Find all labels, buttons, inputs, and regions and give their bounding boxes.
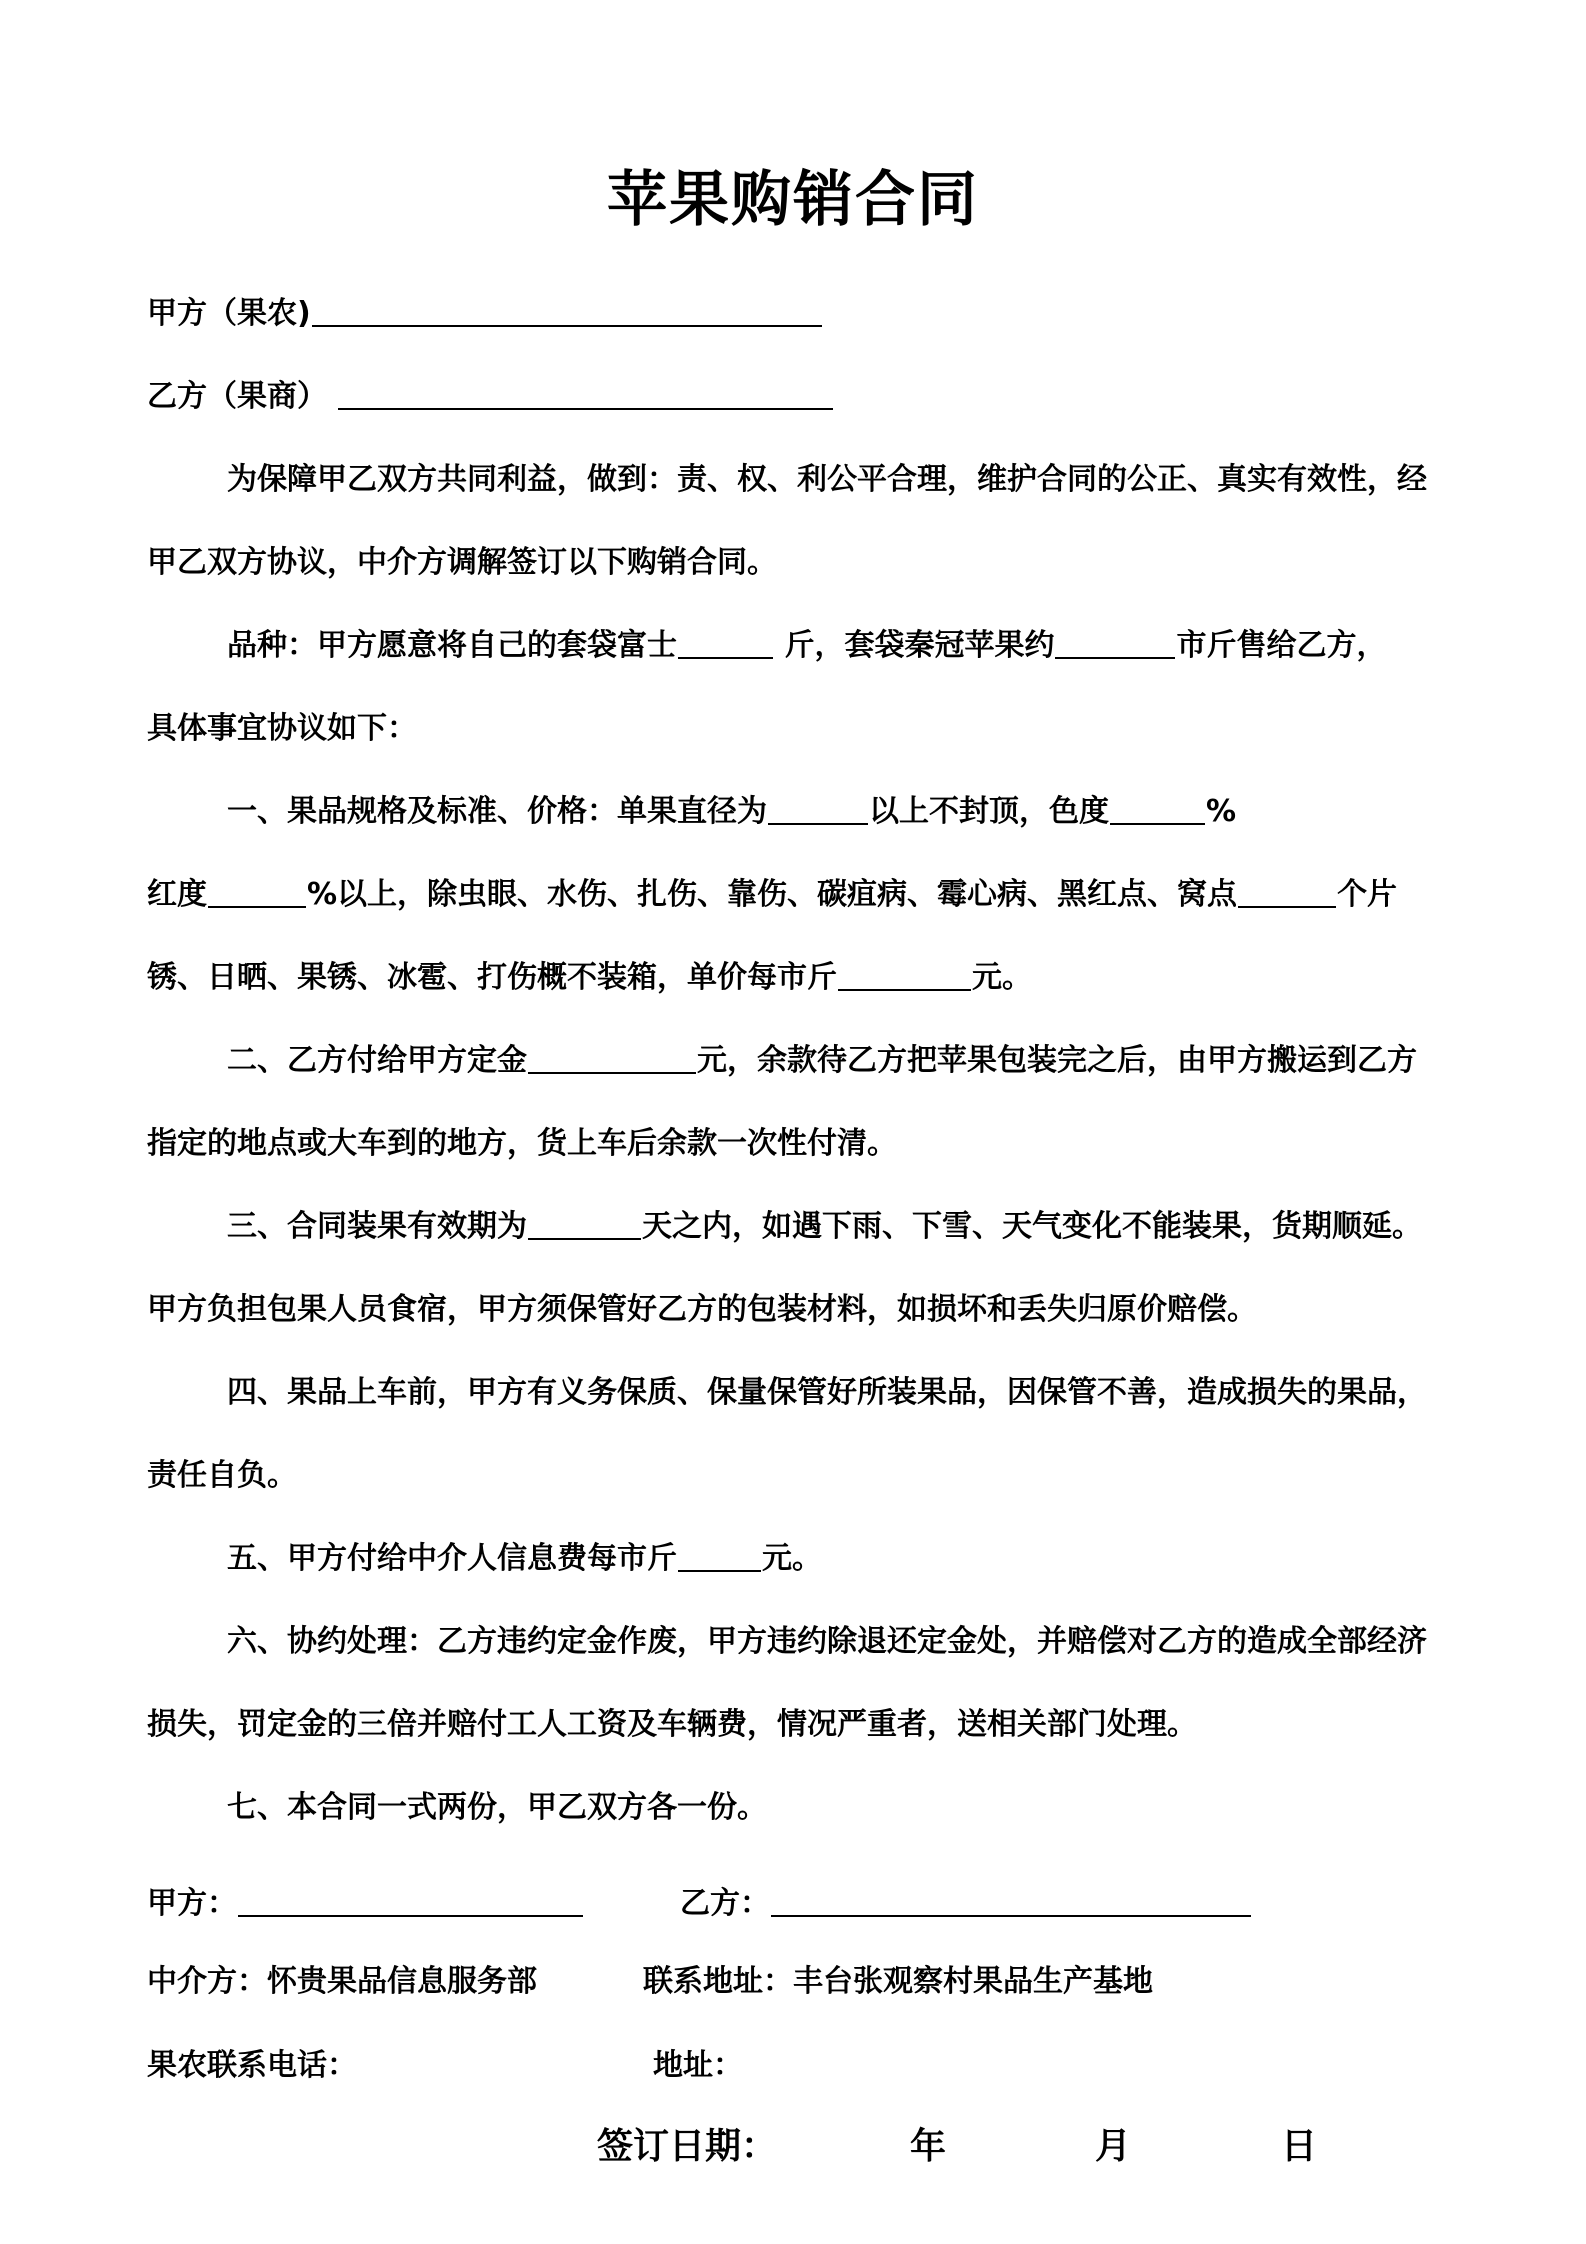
clause-6-line-2: 损失，罚定金的三倍并赔付工人工资及车辆费，情况严重者，送相关部门处理。 (147, 1707, 1197, 1742)
party-a-line (147, 292, 1447, 336)
validity-days-blank[interactable] (528, 1208, 641, 1240)
clause-1-text-yuan: 元。 (972, 960, 1032, 995)
clause-2-text-balance: 元，余款待乙方把苹果包装完之后，由甲方搬运到乙方 (697, 1043, 1417, 1078)
party-b-name-blank[interactable] (338, 378, 833, 410)
sign-date-year: 年 (910, 2126, 947, 2167)
clause-5-text-fee: 五、甲方付给中介人信息费每市斤 (227, 1541, 677, 1576)
signature-party-b (680, 1882, 1380, 1926)
unit-price-blank[interactable] (838, 959, 971, 991)
fuji-quantity-blank[interactable] (678, 627, 773, 659)
clause-3-text-validity: 三、合同装果有效期为 (227, 1209, 527, 1244)
clause-2-line-1 (227, 1039, 1527, 1083)
info-fee-blank[interactable] (678, 1540, 761, 1572)
clause-3-line-1 (227, 1205, 1527, 1249)
preamble-line-1: 为保障甲乙双方共同利益，做到：责、权、利公平合理，维护合同的公正、真实有效性，经 (227, 462, 1427, 497)
clause-1-line-1 (227, 790, 1527, 834)
color-degree-blank[interactable] (1110, 793, 1205, 825)
deposit-amount-blank[interactable] (528, 1042, 696, 1074)
party-b-label: 乙方（果商） (147, 379, 327, 414)
clause-1-text-red: 红度 (147, 877, 207, 912)
clause-7-line: 七、本合同一式两份，甲乙双方各一份。 (227, 1790, 767, 1825)
clause-3-text-delay: 天之内，如遇下雨、下雪、天气变化不能装果，货期顺延。 (642, 1209, 1422, 1244)
clause-2-line-2: 指定的地点或大车到的地方，货上车后余款一次性付清。 (147, 1126, 897, 1161)
document-title: 苹果购销合同 (607, 165, 979, 235)
variety-line-1 (227, 624, 1527, 668)
clause-2-text-deposit: 二、乙方付给甲方定金 (227, 1043, 527, 1078)
sign-date-label: 签订日期： (597, 2126, 778, 2167)
variety-text-sell: 市斤售给乙方， (1176, 628, 1387, 663)
qinguan-quantity-blank[interactable] (1055, 627, 1175, 659)
clause-1-text-defects: %以上，除虫眼、水伤、扎伤、靠伤、碳疽病、霉心病、黑红点、窝点 (307, 877, 1238, 912)
spots-count-blank[interactable] (1238, 876, 1336, 908)
clause-1-percent: % (1206, 794, 1237, 829)
intermediary: 中介方：怀贵果品信息服务部 (147, 1964, 537, 1999)
clause-1-text-price: 锈、日晒、果锈、冰雹、打伤概不装箱，单价每市斤 (147, 960, 837, 995)
clause-3-line-2: 甲方负担包果人员食宿，甲方须保管好乙方的包装材料，如损坏和丢失归原价赔偿。 (147, 1292, 1257, 1327)
preamble-line-2: 甲乙双方协议，中介方调解签订以下购销合同。 (147, 545, 777, 580)
signature-party-b-blank[interactable] (771, 1885, 1251, 1917)
party-a-name-blank[interactable] (312, 295, 822, 327)
address-label: 地址： (653, 2048, 743, 2083)
clause-1-line-2 (147, 873, 1447, 917)
variety-text-fuji: 品种：甲方愿意将自己的套袋富士 (227, 628, 677, 663)
variety-line-2: 具体事宜协议如下： (147, 711, 417, 746)
sign-date-day: 日 (1281, 2126, 1318, 2167)
clause-5-text-yuan: 元。 (762, 1541, 822, 1576)
clause-1-line-3 (147, 956, 1447, 1000)
sign-date-month: 月 (1095, 2126, 1132, 2167)
signature-party-a-blank[interactable] (238, 1885, 583, 1917)
clause-1-text-piece: 个片 (1337, 877, 1398, 912)
red-degree-blank[interactable] (208, 876, 306, 908)
clause-4-line-1: 四、果品上车前，甲方有义务保质、保量保管好所装果品，因保管不善，造成损失的果品， (227, 1375, 1427, 1410)
clause-4-line-2: 责任自负。 (147, 1458, 297, 1493)
clause-1-text-diameter: 一、果品规格及标准、价格：单果直径为 (227, 794, 767, 829)
clause-6-line-1: 六、协约处理：乙方违约定金作废，甲方违约除退还定金处，并赔偿对乙方的造成全部经济 (227, 1624, 1427, 1659)
signature-party-a-label: 甲方： (147, 1886, 237, 1921)
party-b-line (147, 375, 1447, 419)
clause-5-line (227, 1537, 1527, 1581)
signature-party-b-label: 乙方： (680, 1886, 770, 1921)
farmer-phone-label: 果农联系电话： (147, 2048, 357, 2083)
contact-address: 联系地址：丰台张观察村果品生产基地 (643, 1964, 1153, 1999)
variety-text-qinguan: 斤，套袋秦冠苹果约 (774, 628, 1055, 663)
diameter-blank[interactable] (768, 793, 868, 825)
party-a-label: 甲方（果农) (147, 296, 311, 331)
clause-1-text-color: 以上不封顶，色度 (869, 794, 1109, 829)
